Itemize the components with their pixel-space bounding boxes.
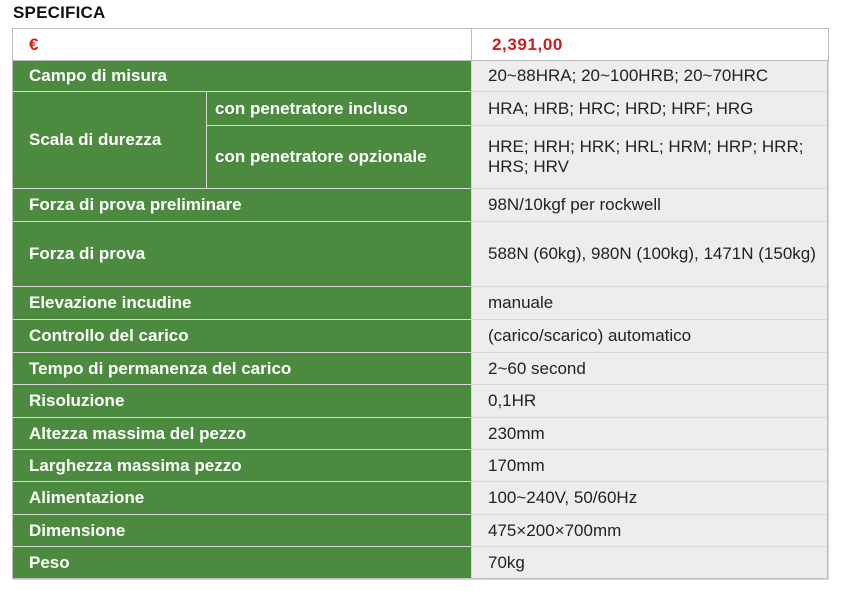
spec-value: manuale bbox=[472, 287, 829, 320]
spec-heading: SPECIFICA bbox=[13, 3, 106, 22]
spec-value: (carico/scarico) automatico bbox=[472, 320, 829, 353]
spec-row-altezza bbox=[13, 418, 829, 450]
spec-row-campo bbox=[13, 61, 829, 92]
spec-table bbox=[12, 28, 829, 580]
spec-row-alimentazione bbox=[13, 482, 829, 515]
spec-label: Larghezza massima pezzo bbox=[13, 450, 472, 482]
currency-symbol: € bbox=[13, 29, 472, 61]
spec-value: 230mm bbox=[472, 418, 829, 450]
spec-label: Peso bbox=[13, 547, 472, 580]
spec-row-scala-incluso bbox=[13, 92, 829, 126]
spec-label: Forza di prova bbox=[13, 222, 472, 287]
spec-label-scala: Scala di durezza bbox=[13, 92, 207, 189]
spec-row-forza-prelim bbox=[13, 189, 829, 222]
price-row bbox=[13, 29, 829, 61]
spec-label: Alimentazione bbox=[13, 482, 472, 515]
spec-value: 0,1HR bbox=[472, 385, 829, 418]
spec-row-larghezza bbox=[13, 450, 829, 482]
spec-value: 475×200×700mm bbox=[472, 515, 829, 547]
spec-value: 588N (60kg), 980N (100kg), 1471N (150kg) bbox=[472, 222, 829, 287]
spec-row-forza bbox=[13, 222, 829, 287]
spec-label: Altezza massima del pezzo bbox=[13, 418, 472, 450]
spec-value: 170mm bbox=[472, 450, 829, 482]
spec-label: Dimensione bbox=[13, 515, 472, 547]
spec-row-controllo bbox=[13, 320, 829, 353]
spec-value: 2~60 second bbox=[472, 353, 829, 385]
spec-sublabel: con penetratore opzionale bbox=[207, 126, 472, 189]
spec-label: Risoluzione bbox=[13, 385, 472, 418]
spec-value: 98N/10kgf per rockwell bbox=[472, 189, 829, 222]
spec-row-elevazione bbox=[13, 287, 829, 320]
spec-value: HRA; HRB; HRC; HRD; HRF; HRG bbox=[472, 92, 829, 126]
spec-value: 100~240V, 50/60Hz bbox=[472, 482, 829, 515]
spec-label: Tempo di permanenza del carico bbox=[13, 353, 472, 385]
spec-sublabel: con penetratore incluso bbox=[207, 92, 472, 126]
spec-row-tempo bbox=[13, 353, 829, 385]
spec-row-peso bbox=[13, 547, 829, 580]
spec-value: 70kg bbox=[472, 547, 829, 580]
price-value: 2,391,00 bbox=[472, 29, 829, 61]
spec-row-risoluzione bbox=[13, 385, 829, 418]
spec-label: Elevazione incudine bbox=[13, 287, 472, 320]
spec-label: Forza di prova preliminare bbox=[13, 189, 472, 222]
spec-value: 20~88HRA; 20~100HRB; 20~70HRC bbox=[472, 61, 829, 92]
spec-label: Campo di misura bbox=[13, 61, 472, 92]
spec-row-dimensione bbox=[13, 515, 829, 547]
spec-label: Controllo del carico bbox=[13, 320, 472, 353]
spec-value: HRE; HRH; HRK; HRL; HRM; HRP; HRR; HRS; HRV bbox=[472, 126, 829, 189]
